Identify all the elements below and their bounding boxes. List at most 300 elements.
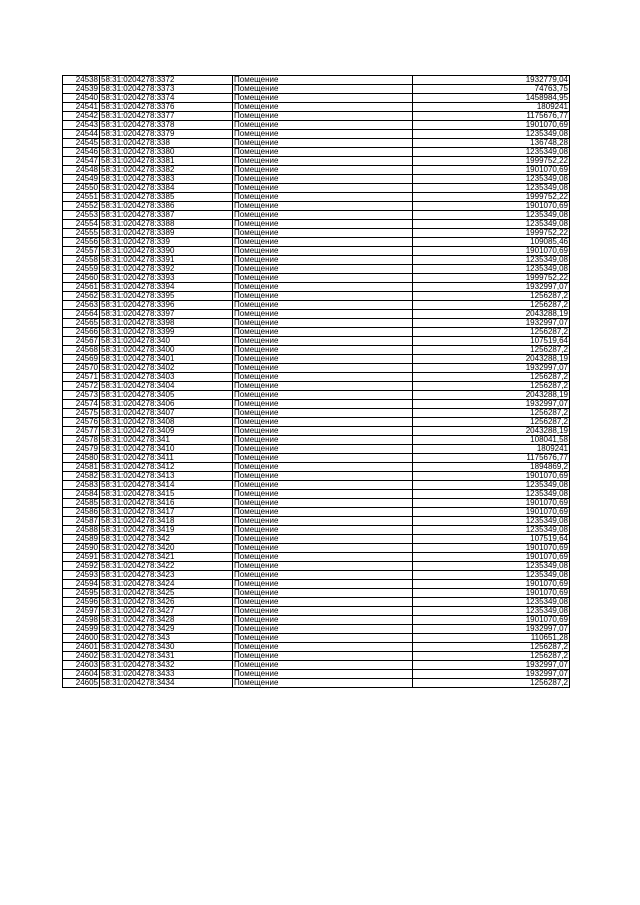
cadastral-number-cell: 58:31:0204278:3400 <box>100 346 233 355</box>
cadastral-number-cell: 58:31:0204278:3418 <box>100 517 233 526</box>
table-row <box>63 193 570 202</box>
object-type-cell: Помещение <box>233 445 413 454</box>
row-number-cell: 24563 <box>63 301 100 310</box>
cadastral-value-cell: 1932997,07 <box>413 625 570 634</box>
object-type-cell: Помещение <box>233 535 413 544</box>
row-number-cell: 24556 <box>63 238 100 247</box>
table-row <box>63 103 570 112</box>
cadastral-value-cell: 1999752,22 <box>413 229 570 238</box>
row-number-cell: 24575 <box>63 409 100 418</box>
table-row <box>63 328 570 337</box>
cadastral-value-cell: 1256287,2 <box>413 652 570 661</box>
table-row <box>63 517 570 526</box>
cadastral-value-cell: 1901070,69 <box>413 589 570 598</box>
cadastral-value-cell: 1235349,08 <box>413 607 570 616</box>
table-row <box>63 643 570 652</box>
cadastral-value-cell: 1932997,07 <box>413 661 570 670</box>
cadastral-value-cell: 109085,46 <box>413 238 570 247</box>
table-row <box>63 292 570 301</box>
table-row <box>63 382 570 391</box>
row-number-cell: 24588 <box>63 526 100 535</box>
row-number-cell: 24538 <box>63 76 100 85</box>
object-type-cell: Помещение <box>233 148 413 157</box>
row-number-cell: 24597 <box>63 607 100 616</box>
row-number-cell: 24548 <box>63 166 100 175</box>
cadastral-value-cell: 1235349,08 <box>413 481 570 490</box>
cadastral-number-cell: 58:31:0204278:3374 <box>100 94 233 103</box>
cadastral-number-cell: 58:31:0204278:3391 <box>100 256 233 265</box>
cadastral-value-cell: 107519,64 <box>413 535 570 544</box>
object-type-cell: Помещение <box>233 364 413 373</box>
object-type-cell: Помещение <box>233 355 413 364</box>
cadastral-value-cell: 1175676,77 <box>413 112 570 121</box>
cadastral-number-cell: 58:31:0204278:3430 <box>100 643 233 652</box>
object-type-cell: Помещение <box>233 247 413 256</box>
cadastral-value-cell: 1932997,07 <box>413 400 570 409</box>
cadastral-number-cell: 58:31:0204278:3419 <box>100 526 233 535</box>
cadastral-number-cell: 58:31:0204278:3434 <box>100 679 233 688</box>
table-row <box>63 229 570 238</box>
row-number-cell: 24568 <box>63 346 100 355</box>
object-type-cell: Помещение <box>233 373 413 382</box>
object-type-cell: Помещение <box>233 643 413 652</box>
cadastral-value-cell: 1235349,08 <box>413 517 570 526</box>
table-row <box>63 535 570 544</box>
object-type-cell: Помещение <box>233 139 413 148</box>
table-row <box>63 337 570 346</box>
table-row <box>63 553 570 562</box>
table-row <box>63 418 570 427</box>
row-number-cell: 24544 <box>63 130 100 139</box>
cadastral-number-cell: 58:31:0204278:3415 <box>100 490 233 499</box>
row-number-cell: 24565 <box>63 319 100 328</box>
cadastral-number-cell: 58:31:0204278:3396 <box>100 301 233 310</box>
row-number-cell: 24601 <box>63 643 100 652</box>
table-row <box>63 256 570 265</box>
table-row <box>63 211 570 220</box>
object-type-cell: Помещение <box>233 472 413 481</box>
object-type-cell: Помещение <box>233 310 413 319</box>
table-row <box>63 346 570 355</box>
cadastral-value-cell: 108041,58 <box>413 436 570 445</box>
cadastral-number-cell: 58:31:0204278:3405 <box>100 391 233 400</box>
table-row <box>63 436 570 445</box>
cadastral-number-cell: 58:31:0204278:3381 <box>100 157 233 166</box>
object-type-cell: Помещение <box>233 112 413 121</box>
row-number-cell: 24539 <box>63 85 100 94</box>
cadastral-value-cell: 1235349,08 <box>413 184 570 193</box>
cadastral-value-cell: 1999752,22 <box>413 157 570 166</box>
row-number-cell: 24582 <box>63 472 100 481</box>
cadastral-number-cell: 58:31:0204278:3378 <box>100 121 233 130</box>
cadastral-number-cell: 58:31:0204278:3427 <box>100 607 233 616</box>
cadastral-number-cell: 58:31:0204278:3388 <box>100 220 233 229</box>
cadastral-number-cell: 58:31:0204278:338 <box>100 139 233 148</box>
row-number-cell: 24587 <box>63 517 100 526</box>
cadastral-value-cell: 1235349,08 <box>413 490 570 499</box>
cadastral-value-cell: 1809241 <box>413 103 570 112</box>
table-row <box>63 454 570 463</box>
object-type-cell: Помещение <box>233 121 413 130</box>
cadastral-number-cell: 58:31:0204278:3390 <box>100 247 233 256</box>
cadastral-value-cell: 1256287,2 <box>413 643 570 652</box>
cadastral-number-cell: 58:31:0204278:3423 <box>100 571 233 580</box>
row-number-cell: 24583 <box>63 481 100 490</box>
cadastral-value-cell: 1235349,08 <box>413 265 570 274</box>
object-type-cell: Помещение <box>233 328 413 337</box>
cadastral-number-cell: 58:31:0204278:3403 <box>100 373 233 382</box>
object-type-cell: Помещение <box>233 580 413 589</box>
cadastral-number-cell: 58:31:0204278:3422 <box>100 562 233 571</box>
object-type-cell: Помещение <box>233 625 413 634</box>
table-row <box>63 76 570 85</box>
cadastral-value-cell: 2043288,19 <box>413 355 570 364</box>
row-number-cell: 24543 <box>63 121 100 130</box>
cadastral-number-cell: 58:31:0204278:3399 <box>100 328 233 337</box>
cadastral-value-cell: 1932997,07 <box>413 670 570 679</box>
table-row <box>63 409 570 418</box>
table-row <box>63 220 570 229</box>
row-number-cell: 24546 <box>63 148 100 157</box>
cadastral-number-cell: 58:31:0204278:3421 <box>100 553 233 562</box>
cadastral-value-cell: 1901070,69 <box>413 508 570 517</box>
cadastral-value-cell: 1235349,08 <box>413 256 570 265</box>
cadastral-value-cell: 110651,28 <box>413 634 570 643</box>
row-number-cell: 24566 <box>63 328 100 337</box>
cadastral-value-cell: 1932997,07 <box>413 319 570 328</box>
cadastral-number-cell: 58:31:0204278:3428 <box>100 616 233 625</box>
object-type-cell: Помещение <box>233 571 413 580</box>
object-type-cell: Помещение <box>233 652 413 661</box>
table-row <box>63 400 570 409</box>
object-type-cell: Помещение <box>233 463 413 472</box>
cadastral-value-cell: 1256287,2 <box>413 346 570 355</box>
row-number-cell: 24590 <box>63 544 100 553</box>
cadastral-value-cell: 1235349,08 <box>413 526 570 535</box>
table-row <box>63 175 570 184</box>
row-number-cell: 24584 <box>63 490 100 499</box>
object-type-cell: Помещение <box>233 337 413 346</box>
row-number-cell: 24559 <box>63 265 100 274</box>
cadastral-value-cell: 1901070,69 <box>413 202 570 211</box>
cadastral-number-cell: 58:31:0204278:3404 <box>100 382 233 391</box>
object-type-cell: Помещение <box>233 301 413 310</box>
cadastral-value-cell: 1256287,2 <box>413 418 570 427</box>
object-type-cell: Помещение <box>233 436 413 445</box>
cadastral-value-cell: 107519,64 <box>413 337 570 346</box>
object-type-cell: Помещение <box>233 103 413 112</box>
table-row <box>63 463 570 472</box>
row-number-cell: 24564 <box>63 310 100 319</box>
cadastral-value-cell: 1901070,69 <box>413 580 570 589</box>
object-type-cell: Помещение <box>233 598 413 607</box>
cadastral-number-cell: 58:31:0204278:3387 <box>100 211 233 220</box>
table-row <box>63 157 570 166</box>
object-type-cell: Помещение <box>233 490 413 499</box>
row-number-cell: 24540 <box>63 94 100 103</box>
table-row <box>63 112 570 121</box>
object-type-cell: Помещение <box>233 220 413 229</box>
object-type-cell: Помещение <box>233 157 413 166</box>
cadastral-number-cell: 58:31:0204278:3431 <box>100 652 233 661</box>
table-row <box>63 274 570 283</box>
cadastral-number-cell: 58:31:0204278:3411 <box>100 454 233 463</box>
object-type-cell: Помещение <box>233 661 413 670</box>
cadastral-value-cell: 1256287,2 <box>413 292 570 301</box>
table-row <box>63 625 570 634</box>
object-type-cell: Помещение <box>233 508 413 517</box>
table-row <box>63 652 570 661</box>
object-type-cell: Помещение <box>233 166 413 175</box>
table-row <box>63 184 570 193</box>
cadastral-number-cell: 58:31:0204278:341 <box>100 436 233 445</box>
table-row <box>63 238 570 247</box>
table-row <box>63 544 570 553</box>
table-row <box>63 283 570 292</box>
table-row <box>63 130 570 139</box>
cadastral-number-cell: 58:31:0204278:3379 <box>100 130 233 139</box>
cadastral-value-cell: 1901070,69 <box>413 499 570 508</box>
cadastral-number-cell: 58:31:0204278:3398 <box>100 319 233 328</box>
object-type-cell: Помещение <box>233 319 413 328</box>
cadastral-value-cell: 1901070,69 <box>413 121 570 130</box>
cadastral-value-cell: 2043288,19 <box>413 427 570 436</box>
cadastral-number-cell: 58:31:0204278:3416 <box>100 499 233 508</box>
table-row <box>63 391 570 400</box>
cadastral-value-cell: 1894869,2 <box>413 463 570 472</box>
table-row <box>63 355 570 364</box>
table-row <box>63 427 570 436</box>
cadastral-value-cell: 1235349,08 <box>413 562 570 571</box>
cadastral-value-cell: 1932997,07 <box>413 283 570 292</box>
object-type-cell: Помещение <box>233 517 413 526</box>
table-row <box>63 247 570 256</box>
row-number-cell: 24549 <box>63 175 100 184</box>
table-row <box>63 121 570 130</box>
row-number-cell: 24589 <box>63 535 100 544</box>
row-number-cell: 24545 <box>63 139 100 148</box>
row-number-cell: 24595 <box>63 589 100 598</box>
row-number-cell: 24592 <box>63 562 100 571</box>
row-number-cell: 24580 <box>63 454 100 463</box>
cadastral-number-cell: 58:31:0204278:3392 <box>100 265 233 274</box>
object-type-cell: Помещение <box>233 454 413 463</box>
object-type-cell: Помещение <box>233 607 413 616</box>
object-type-cell: Помещение <box>233 589 413 598</box>
table-row <box>63 562 570 571</box>
table-row <box>63 94 570 103</box>
object-type-cell: Помещение <box>233 409 413 418</box>
object-type-cell: Помещение <box>233 76 413 85</box>
table-row <box>63 598 570 607</box>
table-row <box>63 634 570 643</box>
object-type-cell: Помещение <box>233 562 413 571</box>
row-number-cell: 24558 <box>63 256 100 265</box>
cadastral-value-cell: 1901070,69 <box>413 616 570 625</box>
cadastral-number-cell: 58:31:0204278:3429 <box>100 625 233 634</box>
cadastral-number-cell: 58:31:0204278:3433 <box>100 670 233 679</box>
table-row <box>63 310 570 319</box>
table-row <box>63 139 570 148</box>
cadastral-value-table <box>62 75 570 688</box>
cadastral-number-cell: 58:31:0204278:3425 <box>100 589 233 598</box>
object-type-cell: Помещение <box>233 184 413 193</box>
cadastral-value-cell: 1809241 <box>413 445 570 454</box>
object-type-cell: Помещение <box>233 670 413 679</box>
cadastral-value-cell: 1932997,07 <box>413 364 570 373</box>
table-row <box>63 85 570 94</box>
cadastral-value-cell: 1256287,2 <box>413 679 570 688</box>
cadastral-number-cell: 58:31:0204278:3383 <box>100 175 233 184</box>
cadastral-number-cell: 58:31:0204278:3410 <box>100 445 233 454</box>
cadastral-number-cell: 58:31:0204278:3413 <box>100 472 233 481</box>
cadastral-number-cell: 58:31:0204278:3432 <box>100 661 233 670</box>
cadastral-value-cell: 1256287,2 <box>413 373 570 382</box>
table-row <box>63 607 570 616</box>
row-number-cell: 24591 <box>63 553 100 562</box>
cadastral-value-cell: 1901070,69 <box>413 166 570 175</box>
object-type-cell: Помещение <box>233 265 413 274</box>
object-type-cell: Помещение <box>233 202 413 211</box>
table-row <box>63 526 570 535</box>
object-type-cell: Помещение <box>233 256 413 265</box>
cadastral-value-cell: 1235349,08 <box>413 220 570 229</box>
table-row <box>63 589 570 598</box>
cadastral-value-cell: 2043288,19 <box>413 391 570 400</box>
row-number-cell: 24553 <box>63 211 100 220</box>
cadastral-number-cell: 58:31:0204278:3426 <box>100 598 233 607</box>
table-row <box>63 265 570 274</box>
cadastral-value-cell: 1256287,2 <box>413 301 570 310</box>
row-number-cell: 24557 <box>63 247 100 256</box>
cadastral-number-cell: 58:31:0204278:3406 <box>100 400 233 409</box>
cadastral-value-cell: 1999752,22 <box>413 193 570 202</box>
cadastral-number-cell: 58:31:0204278:343 <box>100 634 233 643</box>
cadastral-number-cell: 58:31:0204278:342 <box>100 535 233 544</box>
cadastral-number-cell: 58:31:0204278:3384 <box>100 184 233 193</box>
row-number-cell: 24599 <box>63 625 100 634</box>
cadastral-value-cell: 1235349,08 <box>413 598 570 607</box>
object-type-cell: Помещение <box>233 544 413 553</box>
row-number-cell: 24552 <box>63 202 100 211</box>
cadastral-number-cell: 58:31:0204278:3408 <box>100 418 233 427</box>
cadastral-number-cell: 58:31:0204278:3420 <box>100 544 233 553</box>
object-type-cell: Помещение <box>233 634 413 643</box>
cadastral-value-cell: 1256287,2 <box>413 409 570 418</box>
cadastral-value-cell: 1901070,69 <box>413 247 570 256</box>
table-row <box>63 616 570 625</box>
cadastral-number-cell: 58:31:0204278:3397 <box>100 310 233 319</box>
table-row <box>63 571 570 580</box>
table-row <box>63 364 570 373</box>
row-number-cell: 24586 <box>63 508 100 517</box>
row-number-cell: 24550 <box>63 184 100 193</box>
table-row <box>63 490 570 499</box>
cadastral-number-cell: 58:31:0204278:3417 <box>100 508 233 517</box>
object-type-cell: Помещение <box>233 94 413 103</box>
row-number-cell: 24593 <box>63 571 100 580</box>
table-row <box>63 499 570 508</box>
row-number-cell: 24542 <box>63 112 100 121</box>
row-number-cell: 24576 <box>63 418 100 427</box>
row-number-cell: 24605 <box>63 679 100 688</box>
object-type-cell: Помещение <box>233 553 413 562</box>
object-type-cell: Помещение <box>233 616 413 625</box>
object-type-cell: Помещение <box>233 175 413 184</box>
object-type-cell: Помещение <box>233 274 413 283</box>
row-number-cell: 24561 <box>63 283 100 292</box>
cadastral-number-cell: 58:31:0204278:340 <box>100 337 233 346</box>
object-type-cell: Помещение <box>233 238 413 247</box>
row-number-cell: 24569 <box>63 355 100 364</box>
cadastral-number-cell: 58:31:0204278:3386 <box>100 202 233 211</box>
table-row <box>63 661 570 670</box>
object-type-cell: Помещение <box>233 85 413 94</box>
object-type-cell: Помещение <box>233 679 413 688</box>
cadastral-number-cell: 58:31:0204278:3377 <box>100 112 233 121</box>
cadastral-number-cell: 58:31:0204278:339 <box>100 238 233 247</box>
object-type-cell: Помещение <box>233 211 413 220</box>
cadastral-number-cell: 58:31:0204278:3424 <box>100 580 233 589</box>
cadastral-number-cell: 58:31:0204278:3373 <box>100 85 233 94</box>
table-row <box>63 148 570 157</box>
cadastral-value-cell: 74763,75 <box>413 85 570 94</box>
table-row <box>63 472 570 481</box>
cadastral-value-cell: 2043288,19 <box>413 310 570 319</box>
object-type-cell: Помещение <box>233 427 413 436</box>
cadastral-value-cell: 1235349,08 <box>413 175 570 184</box>
cadastral-number-cell: 58:31:0204278:3412 <box>100 463 233 472</box>
object-type-cell: Помещение <box>233 418 413 427</box>
cadastral-number-cell: 58:31:0204278:3385 <box>100 193 233 202</box>
object-type-cell: Помещение <box>233 193 413 202</box>
cadastral-value-cell: 1458984,95 <box>413 94 570 103</box>
cadastral-number-cell: 58:31:0204278:3394 <box>100 283 233 292</box>
table-row <box>63 670 570 679</box>
row-number-cell: 24600 <box>63 634 100 643</box>
row-number-cell: 24603 <box>63 661 100 670</box>
row-number-cell: 24604 <box>63 670 100 679</box>
row-number-cell: 24541 <box>63 103 100 112</box>
row-number-cell: 24560 <box>63 274 100 283</box>
cadastral-number-cell: 58:31:0204278:3372 <box>100 76 233 85</box>
cadastral-value-cell: 1901070,69 <box>413 553 570 562</box>
cadastral-number-cell: 58:31:0204278:3382 <box>100 166 233 175</box>
cadastral-number-cell: 58:31:0204278:3409 <box>100 427 233 436</box>
cadastral-value-cell: 1256287,2 <box>413 328 570 337</box>
row-number-cell: 24598 <box>63 616 100 625</box>
object-type-cell: Помещение <box>233 130 413 139</box>
table-body <box>63 76 570 688</box>
cadastral-number-cell: 58:31:0204278:3380 <box>100 148 233 157</box>
row-number-cell: 24567 <box>63 337 100 346</box>
cadastral-value-cell: 1901070,69 <box>413 544 570 553</box>
row-number-cell: 24547 <box>63 157 100 166</box>
table-row <box>63 679 570 688</box>
object-type-cell: Помещение <box>233 391 413 400</box>
table-row <box>63 481 570 490</box>
row-number-cell: 24602 <box>63 652 100 661</box>
cadastral-number-cell: 58:31:0204278:3407 <box>100 409 233 418</box>
table-row <box>63 166 570 175</box>
row-number-cell: 24594 <box>63 580 100 589</box>
row-number-cell: 24570 <box>63 364 100 373</box>
table-row <box>63 373 570 382</box>
object-type-cell: Помещение <box>233 400 413 409</box>
object-type-cell: Помещение <box>233 346 413 355</box>
cadastral-value-cell: 1901070,69 <box>413 472 570 481</box>
object-type-cell: Помещение <box>233 283 413 292</box>
